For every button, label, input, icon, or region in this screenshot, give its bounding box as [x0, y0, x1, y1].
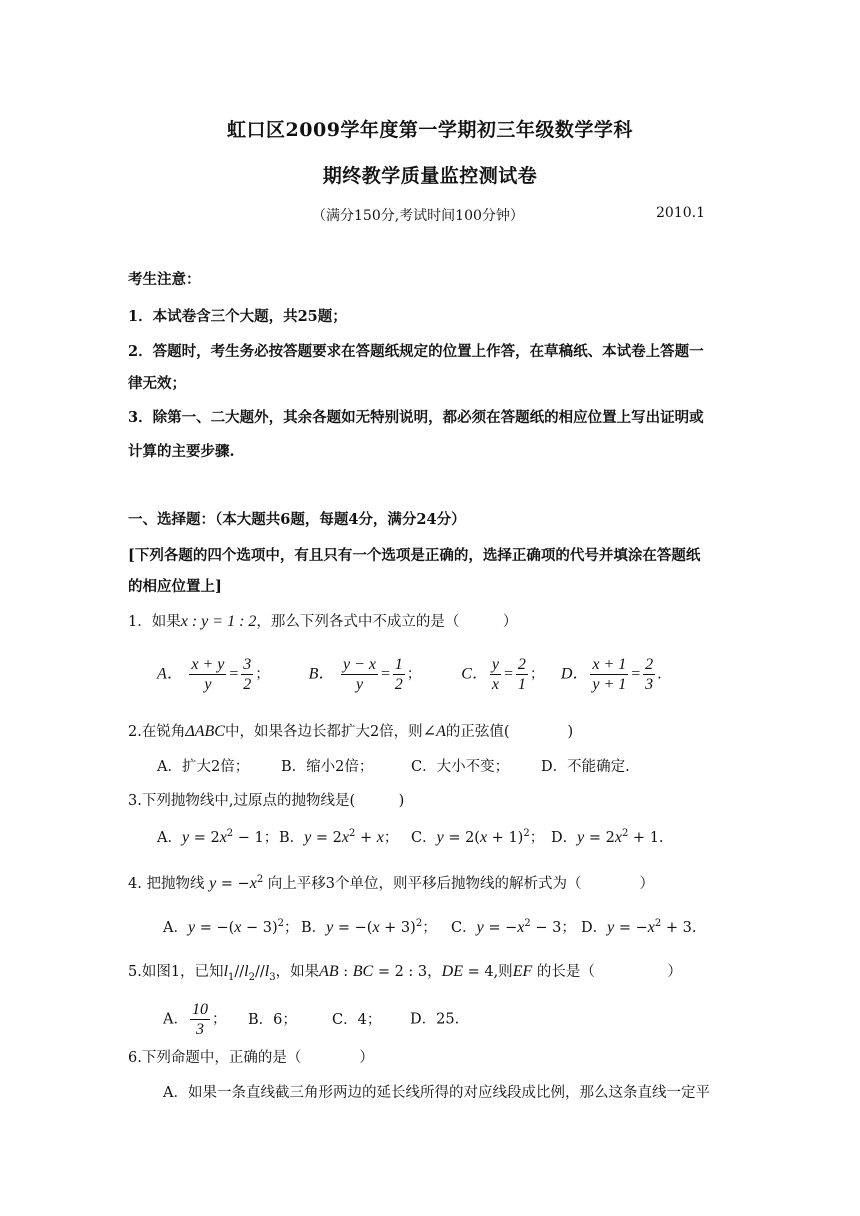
q1-c-num: y	[491, 656, 500, 673]
q5-d-value: 25	[436, 1011, 455, 1028]
notice-item-2-cont: 律无效；	[128, 375, 186, 392]
q1-option-a-lhs	[189, 655, 226, 694]
q5-de-value: 4	[484, 964, 494, 980]
notice-item-2: 2．答题时，考生务必按答题要求在答题纸规定的位置上作答，在草稿纸、本试卷上答题一	[128, 343, 704, 360]
exam-date: 2010.1	[656, 205, 705, 221]
q5-a-label: A．	[163, 1011, 188, 1028]
q1-d-rhs-num: 2	[645, 656, 654, 673]
q1-suffix: ，那么下列各式中不成立的是（ ）	[256, 614, 518, 630]
q4-option-c: C．$y = -x^2 - 3$；	[451, 918, 576, 936]
q5-d-label: D．	[410, 1011, 437, 1028]
q1-b-den: y	[355, 676, 364, 693]
q1-option-d-rhs	[643, 655, 655, 694]
q1-option-c-lhs	[490, 655, 501, 694]
q5-c-label: C．	[332, 1011, 358, 1028]
q5-prefix: 5.如图1，已知	[128, 964, 224, 980]
q2-prefix: 2.在锐角	[128, 724, 186, 740]
q2-options	[157, 755, 630, 776]
section-1-instruction-cont: 的相应位置上]	[128, 578, 222, 595]
q5-mid3: ,则	[493, 964, 513, 980]
q2-option-b: B．缩小2倍；	[281, 759, 374, 775]
q3-d-label: D．	[551, 830, 578, 846]
q1-option-c-rhs	[516, 655, 528, 694]
q3-a-label: A．	[157, 830, 182, 846]
question-1	[128, 610, 517, 631]
q1-option-d-lhs	[590, 655, 628, 694]
q2-middle: 中，如果各边长都扩大2倍，则	[224, 724, 423, 740]
question-4: 4. 把抛物线 $y = -x^2$ 向上平移3个单位，则平移后抛物线的解析式为（ ）	[128, 874, 655, 892]
question-3: 3.下列抛物线中,过原点的抛物线是( )	[128, 793, 405, 809]
q1-option-b-rhs	[393, 655, 405, 694]
page-subtitle: 期终教学质量监控测试卷	[322, 165, 538, 187]
q5-a-frac	[190, 1000, 210, 1039]
q5-option-d: D．25.	[410, 1011, 460, 1028]
section-1-instruction: [下列各题的四个选项中，有且只有一个选项是正确的，选择正确项的代号并填涂在答题纸	[128, 547, 701, 564]
q1-c-rhs-num: 2	[517, 656, 526, 673]
q1-a-rhs-num: 3	[243, 656, 252, 673]
q5-b-value: 6	[273, 1011, 283, 1028]
q3-option-d: D．$y = 2x^2 + 1$.	[551, 828, 664, 846]
q1-c-den: x	[491, 676, 500, 693]
q1-d-sep: .	[657, 666, 662, 683]
q2-triangle: ΔABC	[185, 723, 225, 740]
q1-option-a-rhs	[241, 655, 253, 694]
q2-option-d: D．不能确定.	[541, 759, 630, 775]
q2-option-c: C．大小不变；	[411, 759, 510, 775]
q5-mid2: ，	[427, 964, 442, 980]
question-2	[128, 720, 573, 741]
q5-a-num: 10	[191, 1001, 208, 1018]
q3-b-label: B．	[279, 830, 305, 846]
q4-suffix: 向上平移3个单位，则平移后抛物线的解析式为（ ）	[267, 876, 655, 892]
q1-a-rhs-den: 2	[243, 676, 252, 693]
q3-options	[157, 826, 664, 847]
q5-a-den: 3	[195, 1021, 204, 1038]
question-6: 6.下列命题中，正确的是（ ）	[128, 1050, 374, 1066]
q1-option-a: A． $\frac{x + y}{y}$ = $\frac{3}{2}$ ；	[157, 656, 270, 693]
q5-option-a: A． $\frac{10}{3}$ ；	[163, 1001, 227, 1038]
q1-option-d: D． $\frac{x + 1}{y + 1}$ = $\frac{2}{3}$ .	[560, 656, 662, 693]
q1-c-sep: ；	[529, 666, 545, 683]
section-1-heading: 一、选择题：（本大题共6题，每题4分，满分24分）	[128, 511, 466, 528]
q4-options	[163, 916, 696, 937]
q1-option-b-lhs	[341, 655, 378, 694]
q4-d-label: D．	[581, 920, 608, 936]
q1-option-a-label: A．	[157, 665, 183, 683]
q3-option-b: B．$y = 2x^2 + x$；	[279, 828, 399, 846]
q1-d-num: x + 1	[592, 656, 627, 673]
q2-suffix: 的正弦值( )	[445, 724, 574, 740]
q2-option-a: A．扩大2倍；	[157, 759, 250, 775]
q4-option-b: B．$y = -(x + 3)^2$；	[301, 918, 437, 936]
notice-item-3-cont: 计算的主要步骤.	[128, 443, 235, 460]
q1-ratio: x : y = 1 : 2	[180, 613, 257, 630]
q1-b-rhs-den: 2	[394, 676, 403, 693]
q1-a-den: y	[204, 676, 212, 693]
q1-b-rhs-num: 1	[394, 656, 403, 673]
q4-c-label: C．	[451, 920, 477, 936]
q1-a-num: x + y	[191, 656, 225, 673]
q1-option-b-label: B．	[308, 665, 335, 683]
notice-item-1: 1．本试卷含三个大题，共25题；	[128, 308, 347, 325]
q1-options	[157, 655, 662, 694]
q4-prefix: 4. 把抛物线	[128, 876, 205, 892]
q1-prefix: 1．如果	[128, 614, 181, 630]
q5-options	[163, 1000, 459, 1039]
q1-option-c: C． $\frac{y}{x}$ = $\frac{2}{1}$ ；	[461, 656, 545, 693]
q4-b-label: B．	[301, 920, 327, 936]
q1-d-den: y + 1	[592, 676, 627, 693]
q1-b-num: y − x	[343, 656, 376, 673]
q1-option-c-label: C．	[461, 665, 488, 683]
question-5: 5.如图1，已知$l_1//l_2//l_3$，如果AB : BC = 2 : 3，DE = 4,则EF 的长是（ ）	[128, 963, 682, 983]
q4-option-d: D．$y = -x^2 + 3$.	[581, 918, 697, 936]
q5-suffix: 的长是（ ）	[536, 964, 682, 980]
notice-heading: 考生注意：	[128, 271, 201, 288]
page-title: 虹口区2009学年度第一学期初三年级数学学科	[227, 119, 633, 141]
notice-item-3: 3．除第一、二大题外，其余各题如无特别说明，都必须在答题纸的相应位置上写出证明或	[128, 409, 704, 426]
q5-option-b: B．6；	[248, 1011, 297, 1028]
q1-option-d-label: D．	[560, 665, 589, 683]
q4-option-a: A．$y = -(x - 3)^2$；	[163, 918, 299, 936]
q1-a-sep: ；	[255, 666, 270, 683]
q5-b-label: B．	[248, 1011, 274, 1028]
q1-d-rhs-den: 3	[645, 676, 654, 693]
q1-option-b: B． $\frac{y - x}{y}$ = $\frac{1}{2}$ ；	[308, 656, 422, 693]
q2-angle: ∠A	[422, 723, 446, 740]
q3-option-c: C．$y = 2(x + 1)^2$；	[411, 828, 545, 846]
score-time-note: （满分150分,考试时间100分钟）	[312, 208, 524, 224]
q5-c-value: 4	[357, 1011, 367, 1028]
q6-option-a: A．如果一条直线截三角形两边的延长线所得的对应线段成比例，那么这条直线一定平	[163, 1085, 710, 1101]
q1-b-sep: ；	[406, 666, 422, 683]
q5-mid1: ，如果	[275, 964, 320, 980]
q4-a-label: A．	[163, 920, 188, 936]
q3-c-label: C．	[411, 830, 437, 846]
q3-option-a: A．$y = 2x^2 - 1$；	[157, 828, 279, 846]
q1-c-rhs-den: 1	[517, 676, 526, 693]
q5-option-c: C．4；	[332, 1011, 382, 1028]
